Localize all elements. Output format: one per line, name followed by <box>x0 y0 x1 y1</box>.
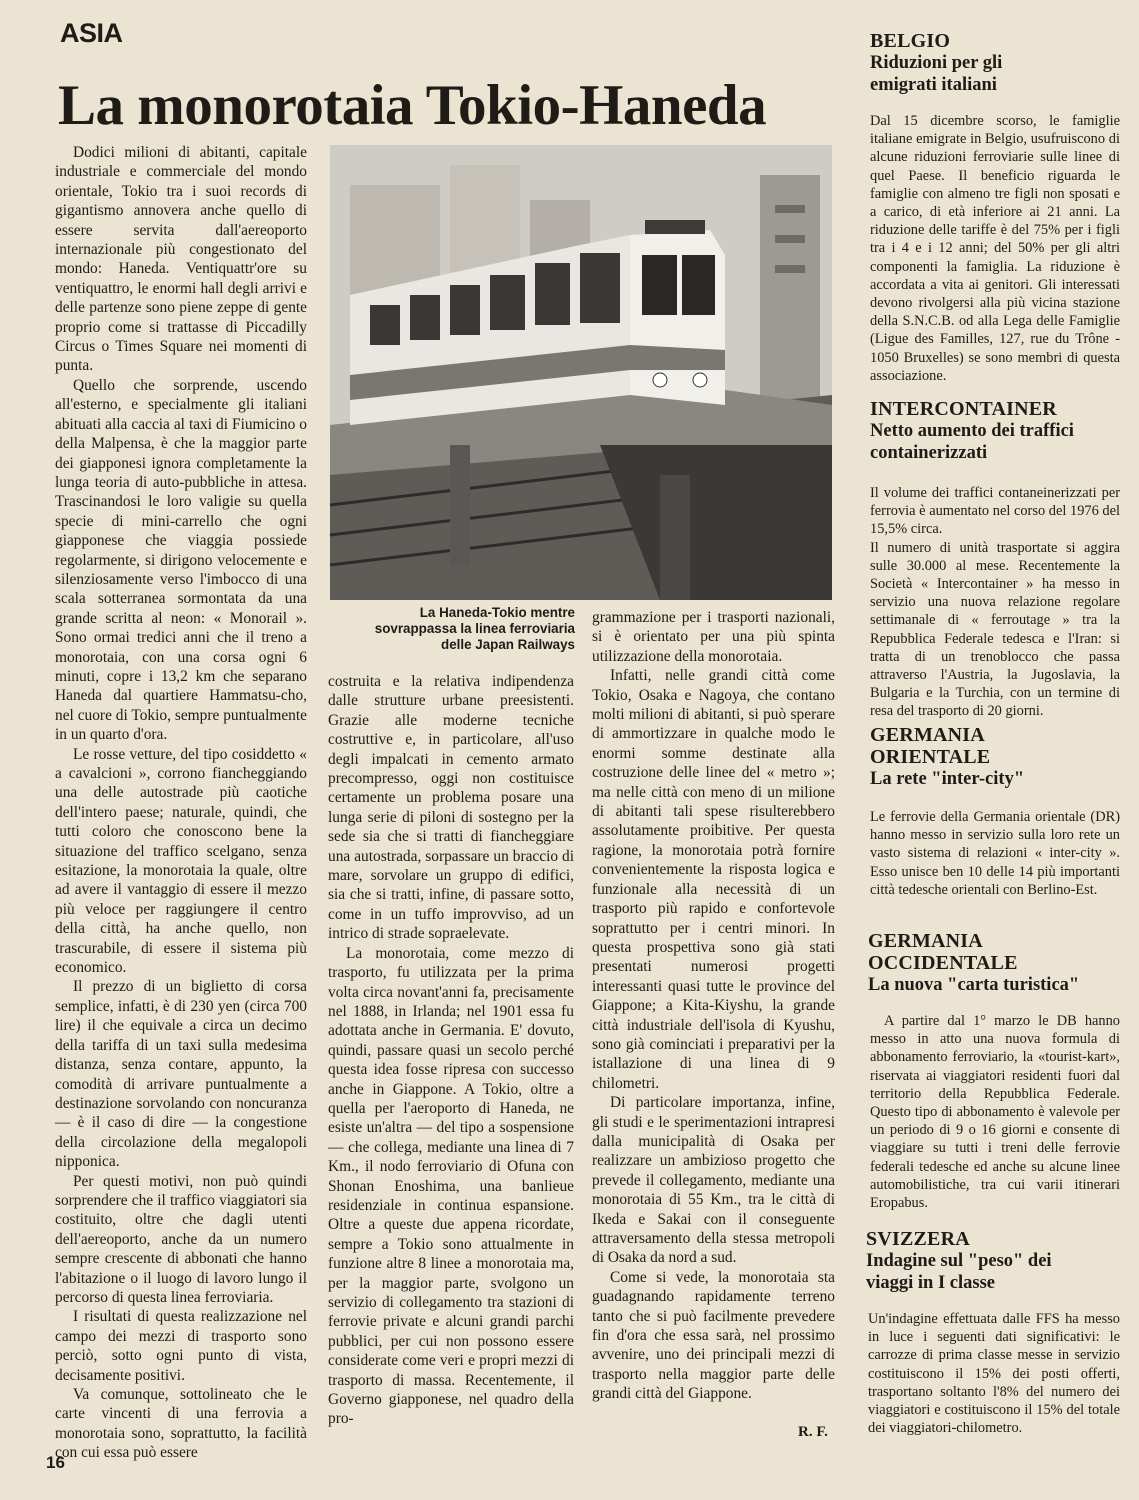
sidebar-svizzera-text <box>868 1310 1120 1437</box>
monorail-photo <box>330 145 832 600</box>
sidebar-intercontainer-text <box>870 484 1120 721</box>
sidebar-category: SVIZZERA <box>866 1228 970 1250</box>
sidebar-subtitle: Riduzioni per gli emigrati italiani <box>870 53 1003 95</box>
article-column-3 <box>592 608 835 1420</box>
paragraph: Per questi motivi, non può quindi sorprendere che il traffico viaggiatori sia costituito, oltre che dagli utenti dell'aereoporto, anche da un numero sempre crescente di abbonati che hanno l'abitazione o il luogo di lavoro lungo il percorso di questa linea ferroviaria. <box>55 1172 307 1306</box>
paragraph: Va comunque, sottolineato che le carte vincenti di una ferrovia a monorotaia sono, soprattutto, la facilità con cui essa può essere <box>55 1386 307 1462</box>
paragraph: Il volume dei traffici contaneinerizzati per ferrovia è aumentato nel corso del 1976 del 15,5% circa. <box>870 485 1120 538</box>
sidebar-svizzera <box>866 1228 1128 1294</box>
sidebar-germania-occidentale <box>868 930 1128 996</box>
article-signature: R. F. <box>798 1424 828 1440</box>
paragraph: Le rosse vetture, del tipo cosiddetto « a cavalcioni », corrono fiancheggiando una delle autostrade più caotiche dell'intero paese; naturale, quindi, che tutti coloro che conoscono bene la situazione del traffico scelgano, senza esitazione, la monorotaia la quale, oltre ad avere il vantaggio di essere il mezzo più veloce per raggiungere il centro della città, ha anche quello, non trascurabile, di essere il sistema più economico. <box>55 745 307 977</box>
article-column-2 <box>328 672 574 1447</box>
article-column-1 <box>55 143 307 1462</box>
paragraph: Le ferrovie della Germania orientale (DR) hanno messo in servizio sulla loro rete un vasto sistema di relazioni « inter-city ». Esso unisce ben 10 delle 14 più importanti città tedesche orientali con Berlino-Est. <box>870 809 1120 898</box>
sidebar-germania-orientale-text <box>870 808 1120 899</box>
paragraph: Il prezzo di un biglietto di corsa semplice, infatti, è di 230 yen (circa 700 lire) il che equivale a circa un decimo della tariffa di un taxi sulla medesima distanza, senza contare, appunto, la comodità di arrivare puntualmente a destinazione sorvolando con noncuranza — è il caso di dire — la congestione della circolazione della megalopoli nipponica. <box>55 978 307 1171</box>
sidebar-intercontainer <box>870 398 1132 464</box>
paragraph: I risultati di questa realizzazione nel campo dei mezzi di trasporto sono perciò, sotto ogni punto di vista, decisamente positivi. <box>55 1308 307 1384</box>
sidebar-belgio <box>870 30 1120 96</box>
sidebar-category: INTERCONTAINER <box>870 398 1057 420</box>
sidebar-category: GERMANIA ORIENTALE <box>870 724 991 768</box>
photo-caption: La Haneda-Tokio mentre sovrappassa la linea ferroviaria delle Japan Railways <box>374 605 575 652</box>
paragraph: Di particolare importanza, infine, gli studi e le sperimentazioni intrapresi dalla municipalità di Osaka per realizzare un ambizioso progetto che prevede il collegamento, mediante una monorotaia di 55 Km., tra le città di Ikeda e Sakai con il conseguente attraversamento della stessa metropoli di Osaka da nord a sud. <box>592 1094 835 1267</box>
sidebar-category: GERMANIA OCCIDENTALE <box>868 930 1018 974</box>
paragraph: La monorotaia, come mezzo di trasporto, fu utilizzata per la prima volta circa novant'anni fa, precisamente nel 1888, in Irlanda; nel 1901 essa fu adottata anche in Germania. E' dovuto, quindi, passare quasi un secolo perché questa idea fosse ripresa con successo anche in Giappone. A Tokio, oltre a quella per l'aeroporto di Haneda, ne esiste un'altra — del tipo a sospensione — che collega, mediante una linea di 7 Km., il nodo ferroviario di Ofuna con Shonan Enoshima, una banlieue residenziale in continua espansione. Oltre a queste due appena ricordate, sempre a Tokio sono attualmente in funzione altre 8 linee a monorotaia ma, per la maggior parte, svolgono un servizio di collegamento tra stazioni di ferrovie private e alcuni grandi parchi pubblici, per cui non possono essere considerate come veri e propri mezzi di trasporto di massa. Recentemente, il Governo giapponese, nel quadro della pro- <box>328 944 574 1428</box>
sidebar-subtitle: La rete "inter-city" <box>870 769 1025 789</box>
sidebar-germania-occidentale-text <box>870 1012 1120 1212</box>
paragraph: Infatti, nelle grandi città come Tokio, Osaka e Nagoya, che contano molti milioni di abitanti, si può sperare di ammortizzare in qualche modo le enormi somme destinate alla costruzione delle linee del « metro »; ma nelle città con meno di un milione di abitanti tali spese risulterebbero assolutamente proibitive. Per questa ragione, la monorotaia potrà fornire convenientemente la risposta logica e funzionale alla necessità di un trasporto più rapido e confortevole soprattutto per i centri minori. In questa prospettiva sono già stati presentati numerosi progetti interessanti quasi tutte le province del Giappone; a Kita-Kiyshu, la grande città industriale dell'isola di Kyushu, sono già cominciati i preparativi per la istallazione di una linea di 9 chilometri. <box>592 667 835 1092</box>
monorail-train-icon <box>330 145 832 600</box>
paragraph: Un'indagine effettuata dalle FFS ha messo in luce i seguenti dati significativi: le carrozze di prima classe messe in servizio costituiscono il 15% dei posti offerti, trasportano soltanto l'8% del numero dei viaggiatori e costituiscono il 15% del totale dei viaggiatori-chilometro. <box>868 1311 1120 1437</box>
sidebar-category: BELGIO <box>870 30 951 52</box>
paragraph: Come si vede, la monorotaia sta guadagnando rapidamente terreno tanto che si può facilmente prevedere fin d'ora che essa sarà, nel prossimo avvenire, uno dei principali mezzi di trasporto nella maggior parte delle grandi città del Giappone. <box>592 1268 835 1403</box>
paragraph: Dodici milioni di abitanti, capitale industriale e commerciale del mondo orientale, Tokio tra i suoi records di gigantismo annovera anche quello di essere servita dall'aereoporto internazionale più congestionato del mondo: Haneda. Ventiquattr'ore su ventiquattro, le enormi hall degli arrivi e delle partenze sono piene zeppe di gente proprio come si trattasse di Piccadilly Circus o Times Square nei momenti di punta. <box>55 144 307 375</box>
paragraph: costruita e la relativa indipendenza dalle strutture urbane preesistenti. Grazie alle moderne tecniche costruttive e, in particolare, all'uso degli impalcati in cemento armato precompresso, oggi non costituisce certamente un problema posare una lunga serie di piloni di sostegno per la sede sia che si tratti di fiancheggiare una autostrada, sorpassare un braccio di mare, sorvolare un gruppo di edifici, sia che si tratti, infine, di passare sotto, come in un tuffo improvviso, ad un intrico di strade sopraelevate. <box>328 673 574 943</box>
sidebar-belgio-text <box>870 112 1120 385</box>
sidebar-subtitle: La nuova "carta turistica" <box>868 975 1080 995</box>
section-tag: ASIA <box>60 18 123 48</box>
paragraph: Dal 15 dicembre scorso, le famiglie italiane emigrate in Belgio, usufruiscono di alcune riduzioni ferroviarie sulle linee di quel Paese. Il beneficio riguarda le famiglie con almeno tre figli non sposati e a carico, di età inferiore ai 21 anni. La riduzione delle tariffe è del 75% per i figli tra i 4 e i 12 anni; del 50% per gli altri componenti la famiglia. La riduzione è accordata a vita ai genitori. Gli interessati devono rivolgersi alla più vicina stazione della S.N.C.B. od alla Lega delle Famiglie (Ligue des Familles, 127, rue du Trône - 1050 Bruxelles) se sono membri di questa associazione. <box>870 113 1120 384</box>
article-headline: La monorotaia Tokio-Haneda <box>58 74 767 137</box>
paragraph: A partire dal 1° marzo le DB hanno messo in atto una nuova formula di abbonamento ferroviario, la «tourist-kart», riservata ai viaggiatori residenti fuori dal territorio della Repubblica Federale. Questo tipo di abbonamento è valevole per un periodo di 9 o 16 giorni e consente di viaggiare su tutti i treni delle ferrovie federali tedesche ed anche su alcune linee automobilistiche, tra cui varii itinerari Eropabus. <box>870 1013 1120 1212</box>
page-number: 16 <box>46 1453 65 1472</box>
sidebar-germania-orientale <box>870 724 1120 790</box>
sidebar-subtitle: Netto aumento dei traffici containerizzati <box>870 421 1074 463</box>
paragraph: Quello che sorprende, uscendo all'esterno, e specialmente gli italiani abituati alla caccia al taxi di Fiumicino o della Malpensa, è che la maggior parte dei giapponesi ignora completamente la lunga teoria di auto-pubbliche in attesa. Trascinandosi le loro valigie su quella specie di mini-carrello che ogni giapponese che viaggia possiede regolarmente, si dirigono velocemente e silenziosamente verso l'imbocco di una scala sotterranea sormontata da una grande scritta al neon: « Monorail ». Sono ormai tredici anni che il treno a monorotaia, con una corsa ogni 6 minuti, copre i 13,2 km che separano Haneda dal quartiere Hammatsu-cho, nel cuore di Tokio, sempre puntualmente in un quarto d'ora. <box>55 376 307 744</box>
paragraph: Il numero di unità trasportate si aggira sulle 30.000 al mese. Recentemente la Società « Intercontainer » ha messo in servizio una nuova relazione regolare settimanale di « ferroutage » tra la Repubblica Federale tedesca e l'Iran: si tratta di un trenoblocco che passa attraverso l'Austria, la Jugoslavia, la Bulgaria e la Turchia, con un termine di resa del trasporto di 20 giorni. <box>870 539 1120 720</box>
sidebar-subtitle: Indagine sul "peso" dei viaggi in I classe <box>866 1251 1052 1293</box>
paragraph: grammazione per i trasporti nazionali, si è orientato per una più spinta utilizzazione della monorotaia. <box>592 609 835 665</box>
